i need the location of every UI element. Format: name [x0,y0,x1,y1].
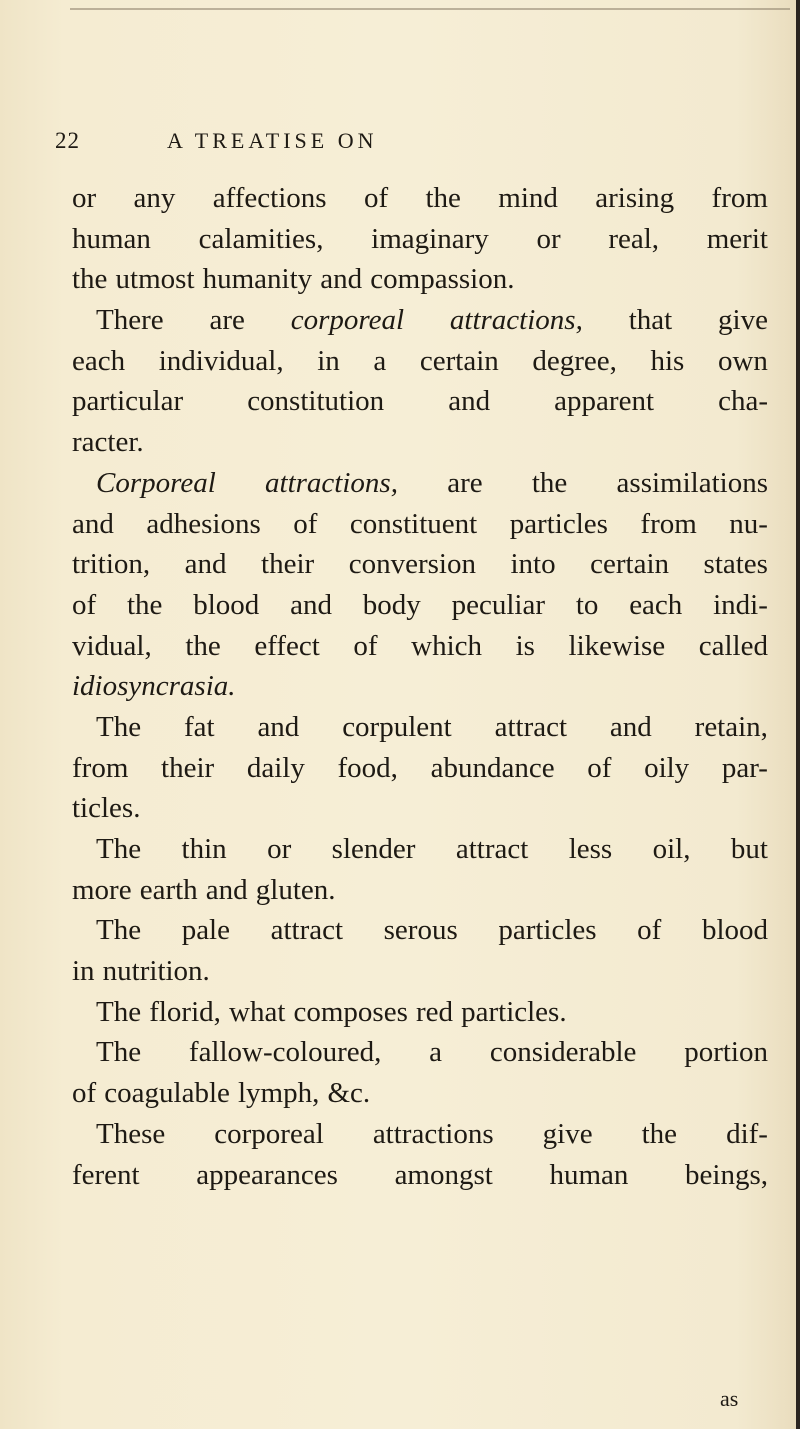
word: or [72,182,97,214]
text-line [72,748,768,789]
word: attractions [372,1117,494,1150]
text-line [72,870,768,911]
word: red [415,995,453,1028]
word: and [205,873,248,906]
word: but [730,833,768,865]
word: which [411,629,483,662]
word: earth [139,873,198,906]
page-header [55,128,755,162]
word: a [429,1036,443,1069]
word: These [96,1117,166,1150]
word: constitution [247,385,385,418]
text-line [72,992,768,1033]
word: the [531,466,568,499]
word: in [317,344,340,377]
text-line [72,788,768,829]
word: from [711,182,768,214]
word: attract [494,710,568,743]
word: own [717,344,768,377]
word: lymph, [238,1077,320,1110]
word: corpulent [342,710,452,743]
word: corporeal [290,304,405,337]
word: The [96,710,142,743]
word: particular [72,385,184,418]
word: of [353,629,378,662]
word: par- [721,751,768,784]
word: corporeal [214,1117,324,1150]
word: vidual, [72,629,152,662]
word: give [542,1117,593,1150]
running-head: A TREATISE ON [167,128,378,153]
word: idiosyncrasia. [72,670,236,703]
word: human [549,1158,629,1191]
word: any [133,182,176,214]
text-line [72,585,768,626]
word: conversion [348,548,476,581]
text-line [72,1114,768,1155]
word: compassion. [370,263,515,296]
word: to [575,588,599,621]
word: less [568,833,613,865]
word: called [698,629,768,662]
word: attract [455,833,529,865]
page-right-edge [796,0,800,1429]
word: The [96,995,142,1028]
word: and [320,263,363,296]
word: and [448,385,491,418]
word: of [637,914,662,947]
word: states [703,548,768,581]
word: The [96,914,142,947]
word: degree, [532,344,617,377]
word: &c. [327,1077,371,1110]
word: adhesions [146,507,261,540]
word: real, [608,222,660,255]
word: the [425,182,461,214]
word: the [126,588,163,621]
word: imaginary [371,222,489,255]
word: and [290,588,332,621]
word: slender [331,833,416,865]
word: abundance [430,751,555,784]
word: The [96,833,142,865]
word: what [229,995,286,1028]
text-line [72,1155,768,1196]
page-number: 22 [55,128,80,153]
word: effect [254,629,320,662]
word: indi- [713,588,768,621]
word: their [261,548,315,581]
word: and [257,710,300,743]
word: the [72,263,108,296]
word: body [362,588,421,621]
word: apparent [554,385,655,418]
word: oily [644,751,690,784]
word: florid, [149,995,221,1028]
word: food, [337,751,398,784]
text-line [72,829,768,870]
word: thin [181,833,227,865]
word: portion [684,1036,768,1069]
text-line [72,422,768,463]
word: The [96,1036,142,1069]
text-line [72,1032,768,1073]
word: and [609,710,652,743]
word: trition, [72,548,151,581]
word: particles [509,507,608,540]
word: or [536,222,561,255]
page-top-edge [70,8,790,10]
word: merit [706,222,768,255]
word: each [629,588,683,621]
text-line [72,910,768,951]
word: in [72,955,95,988]
word: retain, [694,710,768,743]
word: serous [383,914,458,947]
word: of [293,507,318,540]
word: or [267,833,292,865]
text-line [72,300,768,341]
word: humanity [202,263,313,296]
word: each [72,344,126,377]
word: attractions, [449,304,583,337]
text-line [72,504,768,545]
word: are [209,304,245,337]
word: fallow-coloured, [188,1036,382,1069]
word: arising [595,182,675,214]
word: dif- [726,1117,768,1150]
word: of [587,751,612,784]
word: give [718,304,768,337]
word: beings, [685,1158,768,1191]
text-line [72,381,768,422]
text-line [72,341,768,382]
word: of [72,1077,97,1110]
word: gluten. [255,873,336,906]
word: appearances [196,1158,338,1191]
word: nutrition. [102,955,210,988]
text-line [72,951,768,992]
word: their [161,751,215,784]
word: into [510,548,556,581]
word: ticles. [72,792,141,825]
word: There [96,304,164,337]
text-line [72,178,768,219]
word: considerable [489,1036,637,1069]
word: daily [246,751,305,784]
word: nu- [729,507,768,540]
word: the [641,1117,678,1150]
word: attractions, [265,466,398,499]
word: a [373,344,387,377]
body-text [72,178,768,1195]
word: attract [270,914,344,947]
word: ferent [72,1158,140,1191]
word: pale [181,914,230,947]
word: particles. [461,995,567,1028]
text-line [72,463,768,504]
word: are [447,466,483,499]
word: fat [183,710,215,743]
catchword: as [720,1386,739,1411]
word: constituent [349,507,478,540]
word: racter. [72,426,144,459]
word: from [72,751,129,784]
text-line [72,1073,768,1114]
text-line [72,666,768,707]
word: amongst [394,1158,493,1191]
word: utmost [115,263,195,296]
word: cha- [718,385,768,418]
word: is [515,629,535,662]
word: composes [293,995,408,1028]
word: and [184,548,227,581]
word: from [640,507,697,540]
text-line [72,544,768,585]
word: oil, [652,833,691,865]
word: and [72,507,114,540]
word: the [185,629,221,662]
word: blood [701,914,768,947]
word: of [363,182,389,214]
word: blood [193,588,260,621]
word: assimilations [616,466,768,499]
word: particles [498,914,597,947]
text-line [72,626,768,667]
word: certain [419,344,499,377]
text-line [72,707,768,748]
word: affections [212,182,327,214]
word: his [650,344,685,377]
word: certain [590,548,670,581]
word: likewise [568,629,666,662]
word: more [72,873,132,906]
text-line [72,259,768,300]
word: calamities, [198,222,324,255]
text-line [72,219,768,260]
word: human [72,222,151,255]
word: mind [498,182,558,214]
word: peculiar [451,588,545,621]
word: of [72,588,97,621]
word: Corporeal [96,466,216,499]
word: individual, [158,344,284,377]
word: that [628,304,673,337]
word: coagulable [104,1077,230,1110]
